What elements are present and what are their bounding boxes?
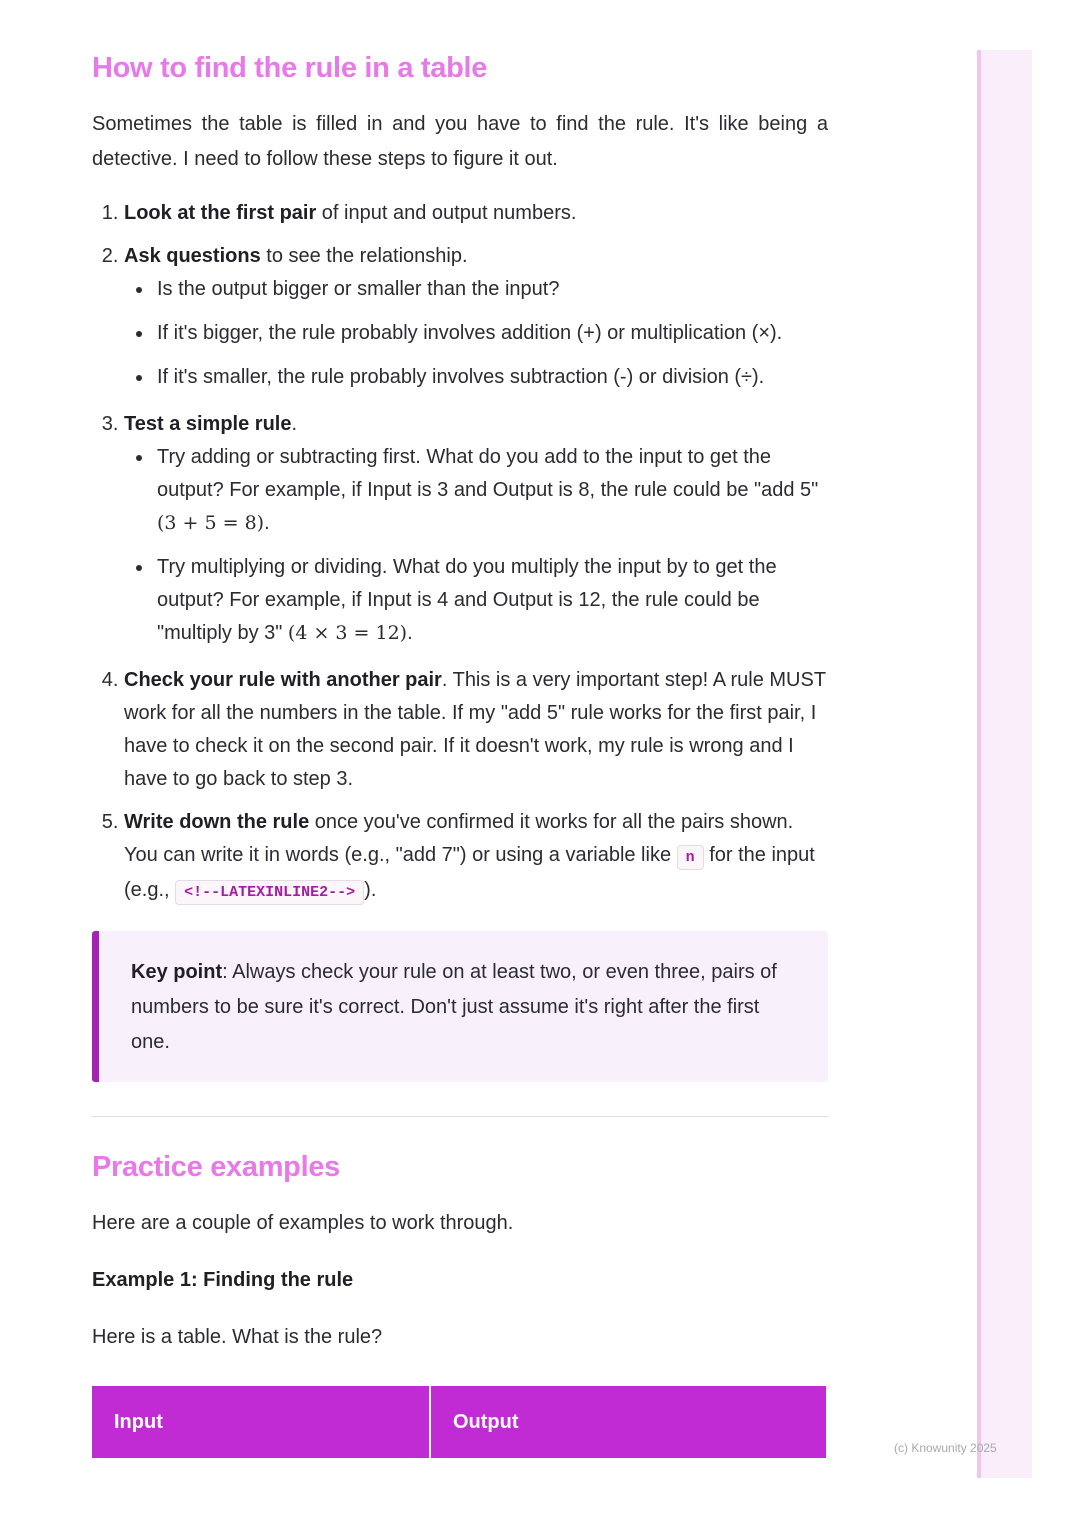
section-heading: How to find the rule in a table xyxy=(92,52,488,84)
math-expression: (4 × 3 = 12) xyxy=(287,622,408,644)
sub-list-item: Try multiplying or dividing. What do you multiply the input by to get the output? For example, if Input is 4 and Output is 12, the rule could be "multiply by 3" (4 × 3 = 12). xyxy=(157,551,828,650)
sub-list-item: Try adding or subtracting first. What do you add to the input to get the output? For example, if Input is 3 and Output is 8, the rule could be "add 5" (3 + 5 = 8). xyxy=(157,441,828,540)
steps-list xyxy=(92,197,828,909)
section-divider xyxy=(92,1116,828,1117)
inline-code: <!--LATEXINLINE2--> xyxy=(175,880,364,905)
practice-intro: Here are a couple of examples to work through. xyxy=(92,1212,514,1234)
key-point-callout: Key point: Always check your rule on at least two, or even three, pairs of numbers to be sure it's correct. Don't just assume it's right after the first one. xyxy=(92,931,828,1082)
sub-list xyxy=(124,441,828,650)
table-header-input: Input xyxy=(92,1386,430,1458)
math-expression: (3 + 5 = 8) xyxy=(157,512,265,534)
practice-heading: Practice examples xyxy=(92,1151,341,1183)
copyright-notice: (c) Knowunity 2025 xyxy=(894,1441,997,1455)
input-output-table xyxy=(92,1386,826,1458)
inline-code: n xyxy=(677,845,704,870)
step-item: 2. Ask questions to see the relationship. Is the output bigger or smaller than the input? If it's bigger, the rule probably involves addition (+) or multiplication (×). If it's smaller, the rule probably involves subtraction (-) or division (÷). xyxy=(124,240,828,394)
sub-list-item: If it's smaller, the rule probably involves subtraction (-) or division (÷). xyxy=(157,361,828,394)
step-item: 4. Check your rule with another pair. This is a very important step! A rule MUST work for all the numbers in the table. If my "add 5" rule works for the first pair, I have to check it on the second pair. If it doesn't work, my rule is wrong and I have to go back to step 3. xyxy=(124,664,828,796)
intro-paragraph: Sometimes the table is filled in and you have to find the rule. It's like being a detective. I need to follow these steps to figure it out. xyxy=(92,113,828,170)
example-title: Example 1: Finding the rule xyxy=(92,1269,354,1291)
step-item: 3. Test a simple rule. Try adding or subtracting first. What do you add to the input to get the output? For example, if Input is 3 and Output is 8, the rule could be "add 5" (3 + 5 = 8). Try multiplying or dividing. What do you multiply the input by to get the output? For example, if Input is 4 and Output is 12, the rule could be "multiply by 3" (4 × 3 = 12). xyxy=(124,408,828,650)
document-content xyxy=(92,52,828,1458)
step-item: 5. Write down the rule once you've confirmed it works for all the pairs shown. You can write it in words (e.g., "add 7") or using a variable like n for the input (e.g., <!--LATEXINLINE2--> ). xyxy=(124,806,828,909)
step-item: 1. Look at the first pair of input and output numbers. xyxy=(124,197,828,230)
sub-list xyxy=(124,273,828,394)
table-header-output: Output xyxy=(430,1386,826,1458)
sub-list-item: If it's bigger, the rule probably involves addition (+) or multiplication (×). xyxy=(157,317,828,350)
page-sidebar xyxy=(977,50,1032,1478)
sub-list-item: Is the output bigger or smaller than the input? xyxy=(157,273,828,306)
example-question: Here is a table. What is the rule? xyxy=(92,1326,383,1348)
